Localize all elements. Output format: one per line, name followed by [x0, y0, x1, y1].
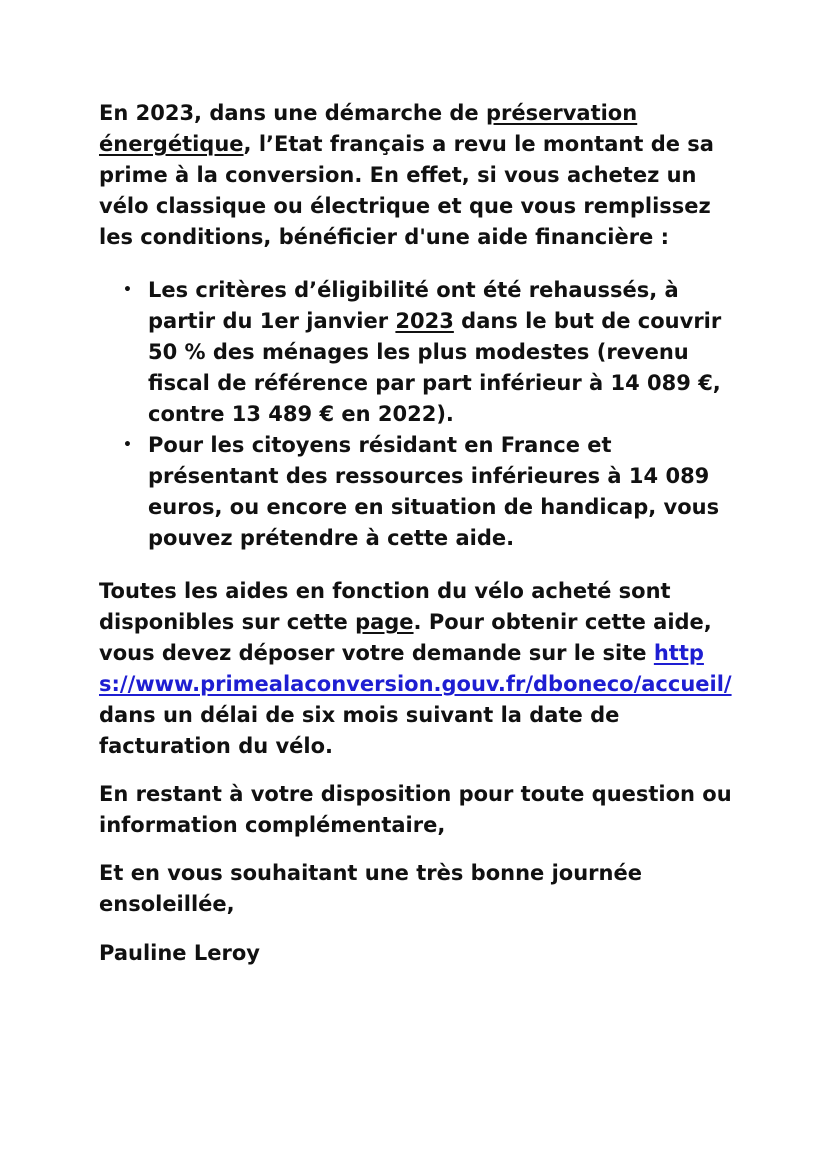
- prime-conversion-url-link[interactable]: https://www.primealaconversion.gouv.fr/dboneco/accueil/: [99, 641, 732, 696]
- list-item: [123, 275, 739, 430]
- eligibility-list: [99, 275, 739, 554]
- document-page: [99, 98, 739, 969]
- list-item-2-text: Pour les citoyens résidant en France et présentant des ressources inférieures à 14 089 euros, ou encore en situation de handicap, vous pouvez prétendre à cette aide.: [148, 433, 720, 550]
- list-item: [123, 430, 739, 554]
- list-item-1-text-end: dans le but de couvrir 50 % des ménages les plus modestes (revenu fiscal de référence par part inférieur à 14 089 €, contre 13 489 € en 2022).: [148, 309, 722, 426]
- intro-text-end: , l’Etat français a revu le montant de sa prime à la conversion. En effet, si vous achetez un vélo classique ou électrique et que vous remplissez les conditions, bénéficier d'une aide financière :: [99, 132, 714, 249]
- page-link[interactable]: page: [355, 610, 414, 634]
- aid-info-text-end: dans un délai de six mois suivant la date de facturation du vélo.: [99, 703, 620, 758]
- aid-info-text-start: Toutes les aides en fonction du vélo acheté sont disponibles sur cette: [99, 579, 671, 634]
- list-item-1-text-start: Les critères d’éligibilité ont été rehaussés, à partir du 1er janvier: [148, 278, 679, 333]
- intro-text-start: En 2023, dans une démarche de: [99, 101, 486, 125]
- bullet-icon: •: [123, 282, 132, 298]
- aid-info-text-middle: . Pour obtenir cette aide, vous devez déposer votre demande sur le site: [99, 610, 712, 665]
- closing-paragraph: En restant à votre disposition pour toute question ou information complémentaire,: [99, 782, 732, 837]
- preservation-energetique-link[interactable]: préservation énergétique: [99, 101, 638, 156]
- signature: Pauline Leroy: [99, 941, 260, 965]
- greeting-paragraph: Et en vous souhaitant une très bonne journée ensoleillée,: [99, 861, 642, 916]
- year-2023-link[interactable]: 2023: [395, 309, 454, 333]
- intro-paragraph: [99, 98, 739, 253]
- aid-info-paragraph: [99, 576, 739, 762]
- bullet-icon: •: [123, 437, 132, 453]
